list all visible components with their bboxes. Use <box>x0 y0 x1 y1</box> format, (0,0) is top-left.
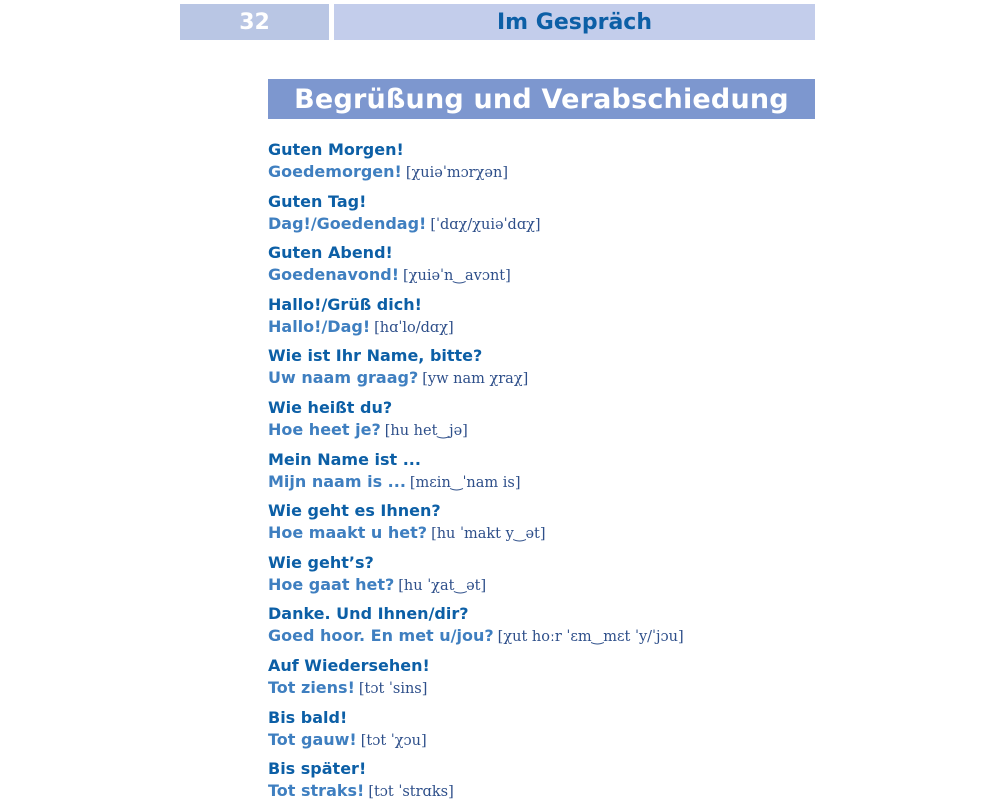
section-title-text: Begrüßung und Verabschiedung <box>294 83 789 115</box>
dutch-line <box>268 471 815 494</box>
phrase-item <box>268 139 815 191</box>
dutch-line <box>268 367 815 390</box>
pronunciation: [tɔt ˈχɔu] <box>360 732 427 749</box>
dutch-line <box>268 264 815 287</box>
pronunciation: [tɔt ˈstrɑks] <box>368 784 454 801</box>
german-phrase: Wie heißt du? <box>268 397 393 417</box>
phrase-item <box>268 603 815 655</box>
pronunciation: [hu ˈχat‿ət] <box>398 577 487 594</box>
chapter-header <box>334 4 815 40</box>
pronunciation: [tɔt ˈsins] <box>358 680 428 697</box>
dutch-phrase: Goedenavond! <box>268 265 400 285</box>
dutch-phrase: Mijn naam is ... <box>268 471 406 491</box>
phrase-item <box>268 242 815 294</box>
dutch-line <box>268 729 815 752</box>
phrase-item <box>268 758 815 810</box>
phrase-item <box>268 397 815 449</box>
phrase-item <box>268 191 815 243</box>
pronunciation: [hu het‿jə] <box>384 422 468 439</box>
german-phrase: Bis später! <box>268 759 367 779</box>
pronunciation: [mɛin‿ˈnam is] <box>409 474 521 491</box>
german-phrase: Auf Wiedersehen! <box>268 655 430 675</box>
phrase-item <box>268 345 815 397</box>
dutch-phrase: Uw naam graag? <box>268 368 419 388</box>
phrase-item <box>268 655 815 707</box>
german-phrase: Danke. Und Ihnen/dir? <box>268 604 469 624</box>
page-number <box>180 4 329 40</box>
german-phrase: Mein Name ist ... <box>268 449 421 469</box>
dutch-line <box>268 625 815 648</box>
phrase-list <box>268 139 815 810</box>
pronunciation: [χuiəˈmɔrχən] <box>405 165 508 181</box>
dutch-line <box>268 161 815 184</box>
german-phrase: Bis bald! <box>268 707 348 727</box>
dutch-line <box>268 419 815 442</box>
phrase-item <box>268 500 815 552</box>
pronunciation: [hɑˈlo/dɑχ] <box>374 319 454 336</box>
dutch-phrase: Tot gauw! <box>268 729 357 749</box>
german-phrase: Wie geht es Ihnen? <box>268 501 441 521</box>
phrase-item <box>268 449 815 501</box>
dutch-line <box>268 316 815 339</box>
pronunciation: [ˈdɑχ/χuiəˈdɑχ] <box>430 216 541 233</box>
pronunciation: [χuiəˈn‿avɔnt] <box>403 268 511 285</box>
german-phrase: Guten Abend! <box>268 243 393 263</box>
dutch-line <box>268 677 815 700</box>
dutch-line <box>268 213 815 236</box>
phrase-item <box>268 294 815 346</box>
dutch-phrase: Dag!/Goedendag! <box>268 213 427 233</box>
dutch-phrase: Hoe heet je? <box>268 419 381 439</box>
dutch-line <box>268 574 815 597</box>
german-phrase: Wie geht’s? <box>268 552 374 572</box>
dutch-phrase: Goedemorgen! <box>268 162 402 181</box>
german-phrase: Hallo!/Grüß dich! <box>268 294 422 314</box>
dutch-phrase: Goed hoor. En met u/jou? <box>268 626 494 646</box>
dutch-phrase: Hoe maakt u het? <box>268 523 428 543</box>
phrase-item <box>268 552 815 604</box>
pronunciation: [χut hoːr ˈɛm‿mɛt ˈy/ˈjɔu] <box>497 629 684 646</box>
phrase-item <box>268 707 815 759</box>
german-phrase: Guten Morgen! <box>268 140 404 159</box>
section-title <box>268 79 815 119</box>
dutch-phrase: Hallo!/Dag! <box>268 316 371 336</box>
page-number-text: 32 <box>239 9 270 35</box>
dutch-line <box>268 522 815 545</box>
dutch-phrase: Tot ziens! <box>268 677 355 697</box>
pronunciation: [yw nam χraχ] <box>422 371 529 388</box>
german-phrase: Guten Tag! <box>268 191 367 211</box>
german-phrase: Wie ist Ihr Name, bitte? <box>268 346 483 366</box>
dutch-phrase: Tot straks! <box>268 781 365 801</box>
dutch-phrase: Hoe gaat het? <box>268 574 395 594</box>
chapter-title: Im Gespräch <box>497 9 652 35</box>
pronunciation: [hu ˈmakt y‿ət] <box>431 526 546 543</box>
